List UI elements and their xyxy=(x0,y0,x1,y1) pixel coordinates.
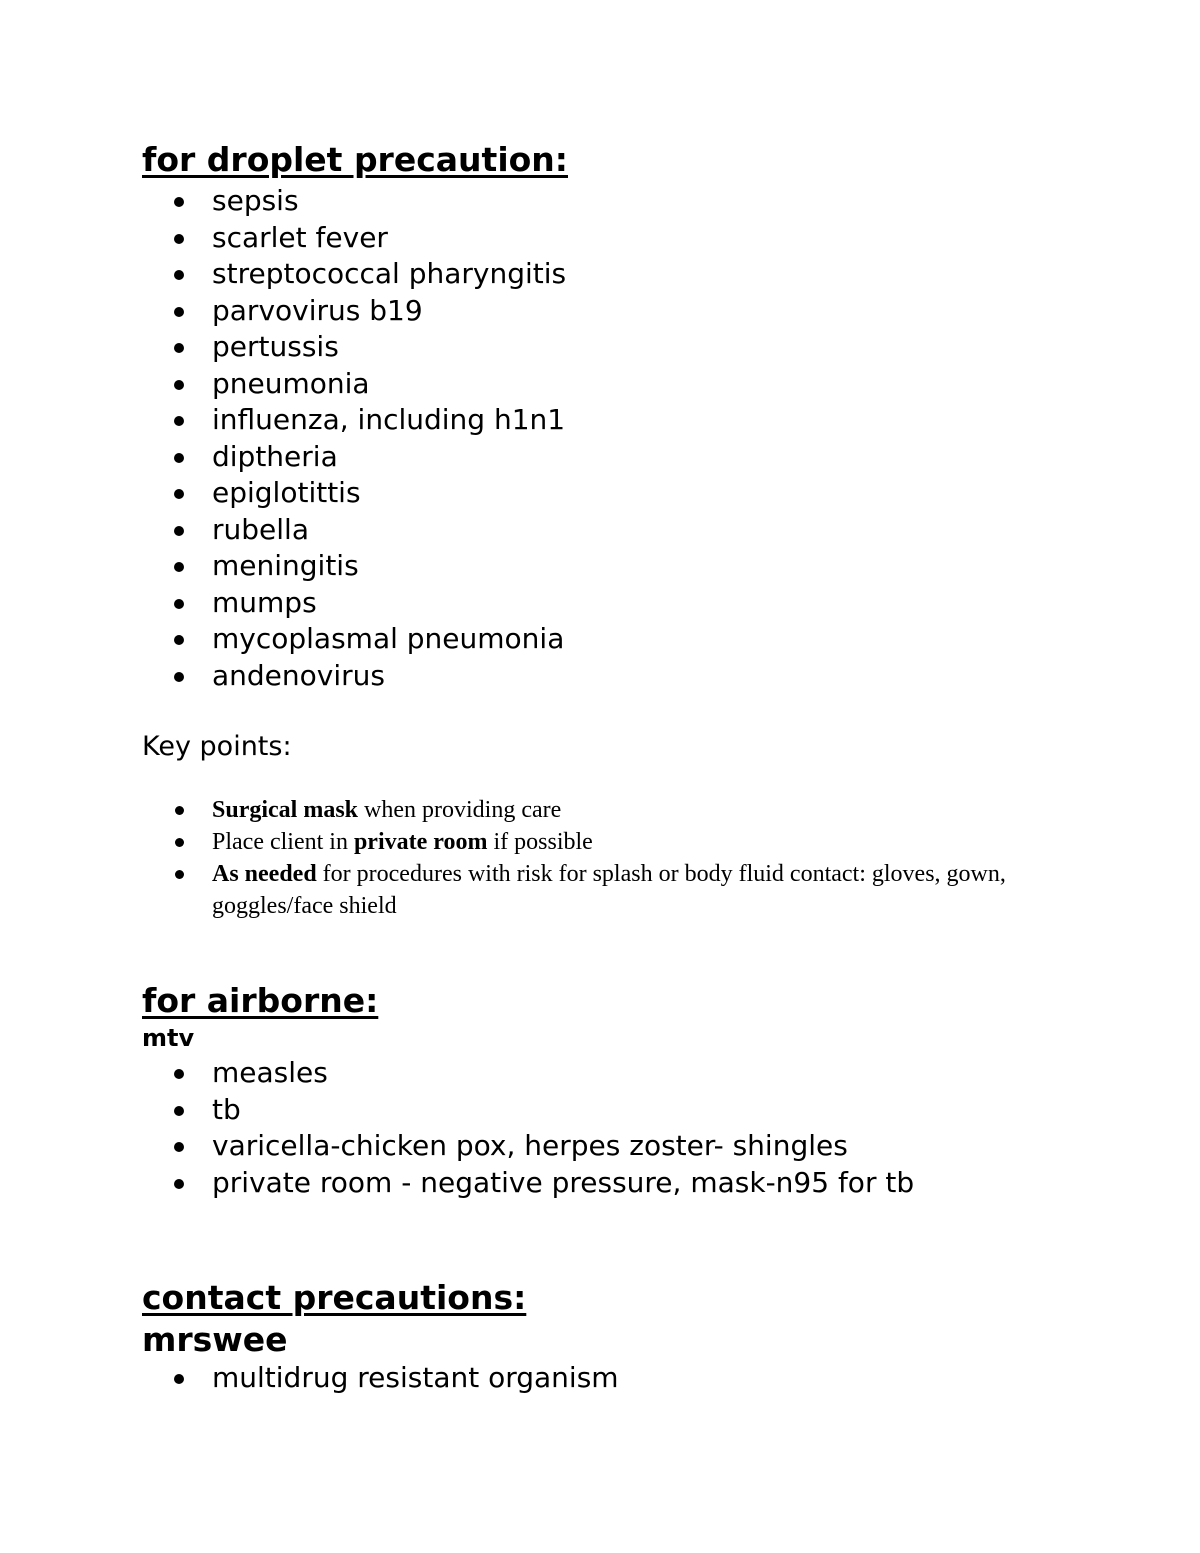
key-point-item xyxy=(0,826,1080,858)
list-item xyxy=(0,621,566,658)
contact-list xyxy=(0,1360,619,1397)
list-item xyxy=(0,658,566,695)
list-item xyxy=(0,1055,914,1092)
list-item-text: multidrug resistant organism xyxy=(212,1361,619,1394)
airborne-mnemonic: mtv xyxy=(142,1024,195,1052)
bullet-icon xyxy=(174,1106,184,1116)
bullet-icon xyxy=(174,343,184,353)
key-point-item xyxy=(0,794,1080,826)
list-item xyxy=(0,1128,914,1165)
key-point-before: Place client in xyxy=(212,829,354,855)
bullet-icon xyxy=(174,489,184,499)
list-item-text: rubella xyxy=(212,512,309,546)
droplet-list xyxy=(0,183,566,694)
list-item xyxy=(0,402,566,439)
list-item-text: pertussis xyxy=(212,330,339,363)
key-point-after: when providing care xyxy=(358,797,562,823)
bullet-icon xyxy=(174,562,184,572)
bullet-icon xyxy=(174,197,184,207)
key-points-list xyxy=(0,794,1080,922)
airborne-heading: for airborne: xyxy=(142,981,379,1020)
airborne-list xyxy=(0,1055,914,1201)
list-item-text: tb xyxy=(212,1092,241,1126)
bullet-icon xyxy=(174,307,184,317)
list-item xyxy=(0,585,566,622)
bullet-icon xyxy=(174,599,184,609)
bullet-icon xyxy=(174,1179,184,1189)
key-point-after: if possible xyxy=(487,829,593,855)
list-item xyxy=(0,439,566,476)
list-item-text: epiglotittis xyxy=(212,476,361,509)
key-point-bold: As needed xyxy=(212,861,317,887)
key-point-bold: private room xyxy=(353,829,488,855)
key-point-bold: Surgical mask xyxy=(212,797,359,823)
contact-mnemonic: mrswee xyxy=(142,1320,288,1359)
bullet-icon xyxy=(174,1069,184,1079)
list-item-text: varicella-chicken pox, herpes zoster- shingles xyxy=(212,1129,848,1162)
list-item-text: measles xyxy=(212,1056,328,1089)
list-item xyxy=(0,475,566,512)
list-item xyxy=(0,220,566,257)
contact-heading: contact precautions: xyxy=(142,1278,527,1317)
list-item-text: mumps xyxy=(212,585,317,619)
bullet-icon xyxy=(174,270,184,280)
bullet-icon xyxy=(174,380,184,390)
list-item xyxy=(0,1165,914,1202)
list-item-text: parvovirus b19 xyxy=(212,293,423,327)
list-item xyxy=(0,293,566,330)
bullet-icon xyxy=(174,635,184,645)
list-item-text: andenovirus xyxy=(212,658,385,692)
list-item-text: meningitis xyxy=(212,549,359,582)
list-item-text: mycoplasmal pneumonia xyxy=(212,622,565,655)
bullet-icon xyxy=(174,1142,184,1152)
bullet-icon xyxy=(174,1374,184,1384)
bullet-icon xyxy=(174,416,184,426)
list-item xyxy=(0,366,566,403)
list-item-text: pneumonia xyxy=(212,366,370,400)
bullet-icon xyxy=(174,672,184,682)
list-item xyxy=(0,256,566,293)
list-item xyxy=(0,1092,914,1129)
list-item xyxy=(0,329,566,366)
list-item xyxy=(0,548,566,585)
list-item xyxy=(0,512,566,549)
key-point-item xyxy=(0,858,1080,922)
list-item-text: scarlet fever xyxy=(212,220,388,254)
droplet-heading: for droplet precaution: xyxy=(142,140,568,179)
list-item-text: sepsis xyxy=(212,184,299,217)
bullet-icon xyxy=(175,838,184,847)
bullet-icon xyxy=(174,453,184,463)
bullet-icon xyxy=(174,234,184,244)
key-point-after: for procedures with risk for splash or body fluid contact: gloves, gown, goggles/face shield xyxy=(212,861,1006,919)
list-item-text: influenza, including h1n1 xyxy=(212,403,566,436)
list-item xyxy=(0,1360,619,1397)
list-item-text: private room - negative pressure, mask-n95 for tb xyxy=(212,1165,915,1199)
list-item xyxy=(0,183,566,220)
bullet-icon xyxy=(175,806,184,815)
list-item-text: diptheria xyxy=(212,439,338,473)
key-points-label: Key points: xyxy=(142,731,292,762)
list-item-text: streptococcal pharyngitis xyxy=(212,257,567,290)
bullet-icon xyxy=(175,870,184,879)
bullet-icon xyxy=(174,526,184,536)
